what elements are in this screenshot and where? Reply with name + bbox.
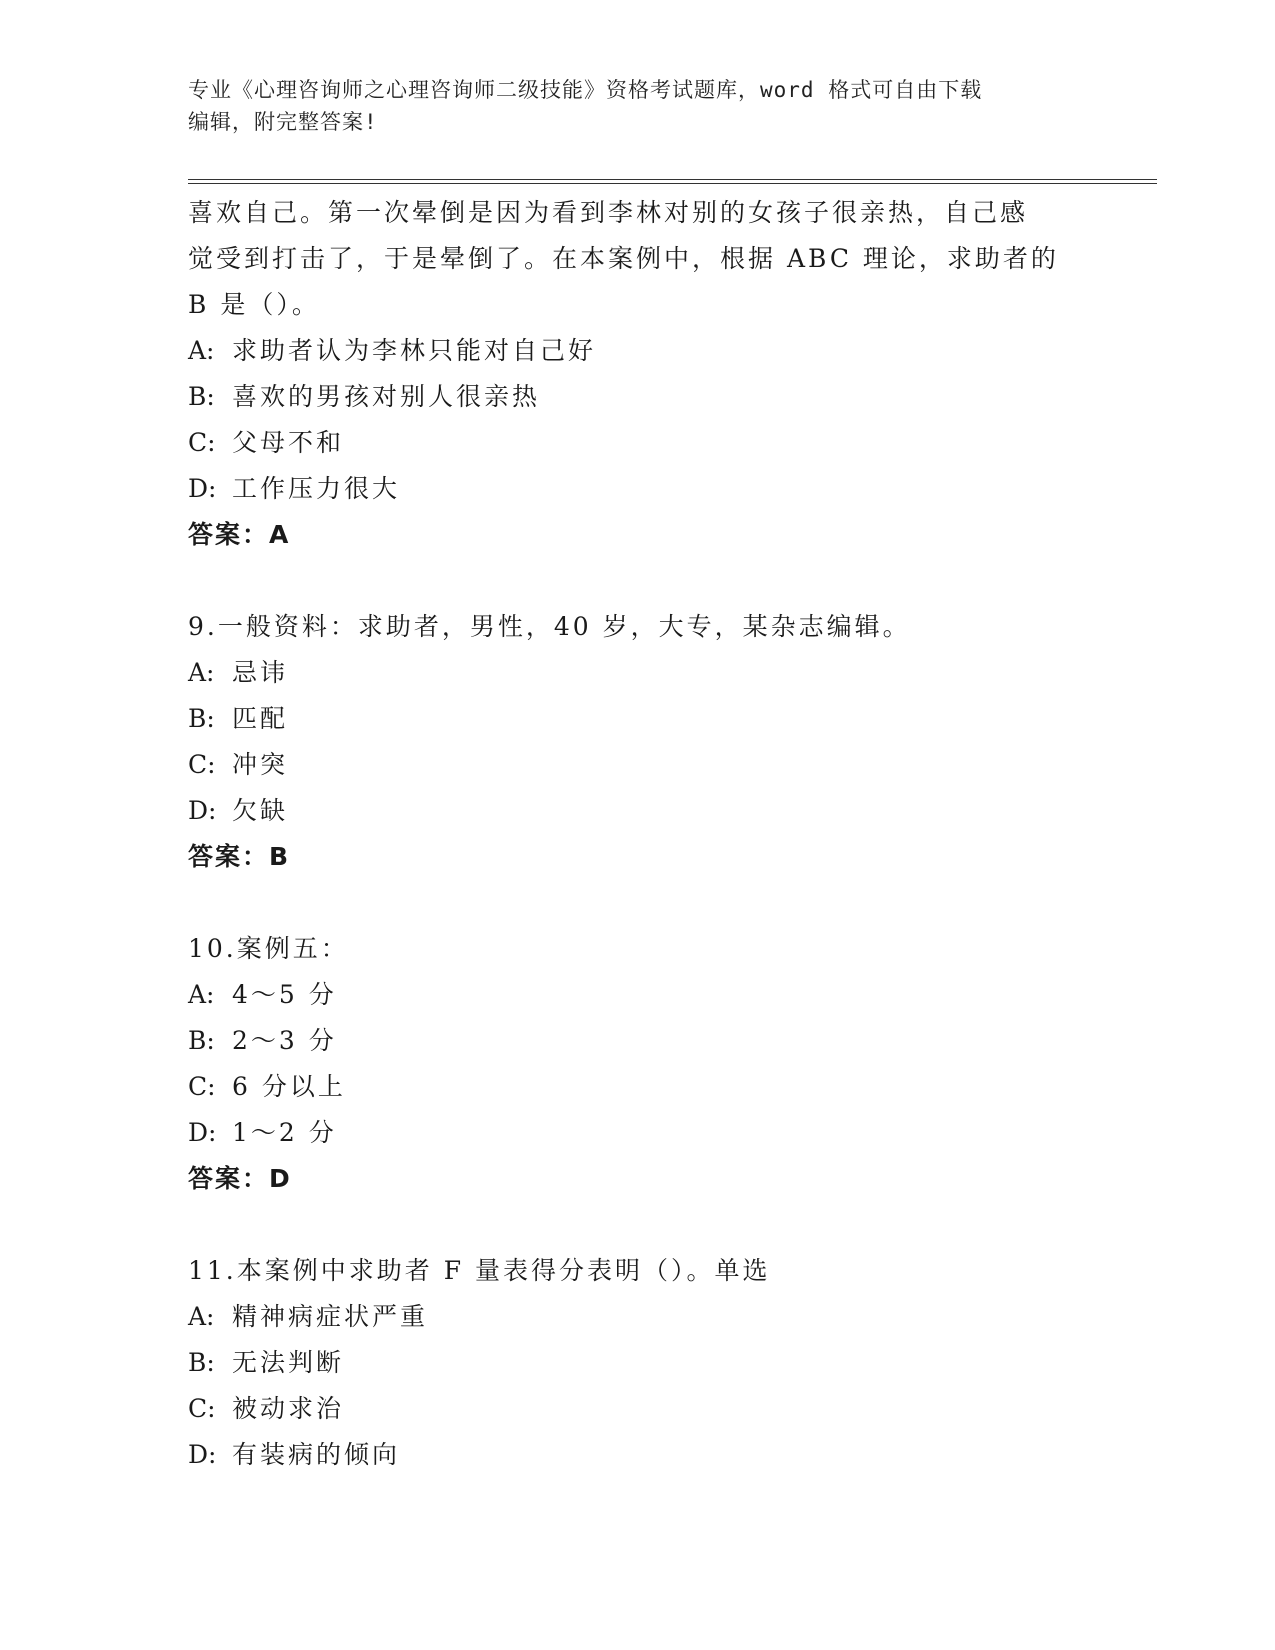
question-8	[188, 190, 1088, 558]
question-stem-line: 觉受到打击了，于是晕倒了。在本案例中，根据 ABC 理论，求助者的	[188, 244, 1059, 273]
option-c: C: 父母不和	[188, 428, 345, 457]
answer-label: 答案：A	[188, 520, 291, 549]
question-stem: 10.案例五：	[188, 934, 349, 963]
spacer	[188, 1202, 1088, 1248]
option-d: D: 欠缺	[188, 796, 289, 825]
option-d: D: 工作压力很大	[188, 474, 401, 503]
option-a: A: 精神病症状严重	[188, 1302, 429, 1331]
header-line-2: 编辑，附完整答案!	[188, 110, 378, 134]
question-10	[188, 926, 1088, 1202]
spacer	[188, 880, 1088, 926]
question-stem-line: B 是（）。	[188, 290, 320, 319]
option-a: A: 求助者认为李林只能对自己好	[188, 336, 597, 365]
option-c: C: 6 分以上	[188, 1072, 346, 1101]
option-b: B: 匹配	[188, 704, 289, 733]
option-c: C: 被动求治	[188, 1394, 345, 1423]
header-divider-top	[188, 179, 1157, 180]
option-b: B: 2～3 分	[188, 1026, 337, 1055]
option-a: A: 4～5 分	[188, 980, 337, 1009]
question-11	[188, 1248, 1088, 1478]
option-d: D: 1～2 分	[188, 1118, 337, 1147]
spacer	[188, 558, 1088, 604]
header-divider-bottom	[188, 183, 1157, 184]
answer-label: 答案：B	[188, 842, 291, 871]
option-c: C: 冲突	[188, 750, 289, 779]
option-b: B: 无法判断	[188, 1348, 345, 1377]
header-line-1: 专业《心理咨询师之心理咨询师二级技能》资格考试题库，word 格式可自由下载	[188, 78, 983, 102]
question-list	[188, 190, 1088, 1478]
question-stem: 11.本案例中求助者 F 量表得分表明（）。单选	[188, 1256, 771, 1285]
option-b: B: 喜欢的男孩对别人很亲热	[188, 382, 541, 411]
question-stem-line: 喜欢自己。第一次晕倒是因为看到李林对别的女孩子很亲热，自己感	[188, 198, 1029, 227]
question-9	[188, 604, 1088, 880]
option-d: D: 有装病的倾向	[188, 1440, 401, 1469]
answer-label: 答案：D	[188, 1164, 292, 1193]
option-a: A: 忌讳	[188, 658, 289, 687]
document-header	[188, 74, 1088, 138]
question-stem: 9.一般资料：求助者，男性，40 岁，大专，某杂志编辑。	[188, 612, 911, 641]
